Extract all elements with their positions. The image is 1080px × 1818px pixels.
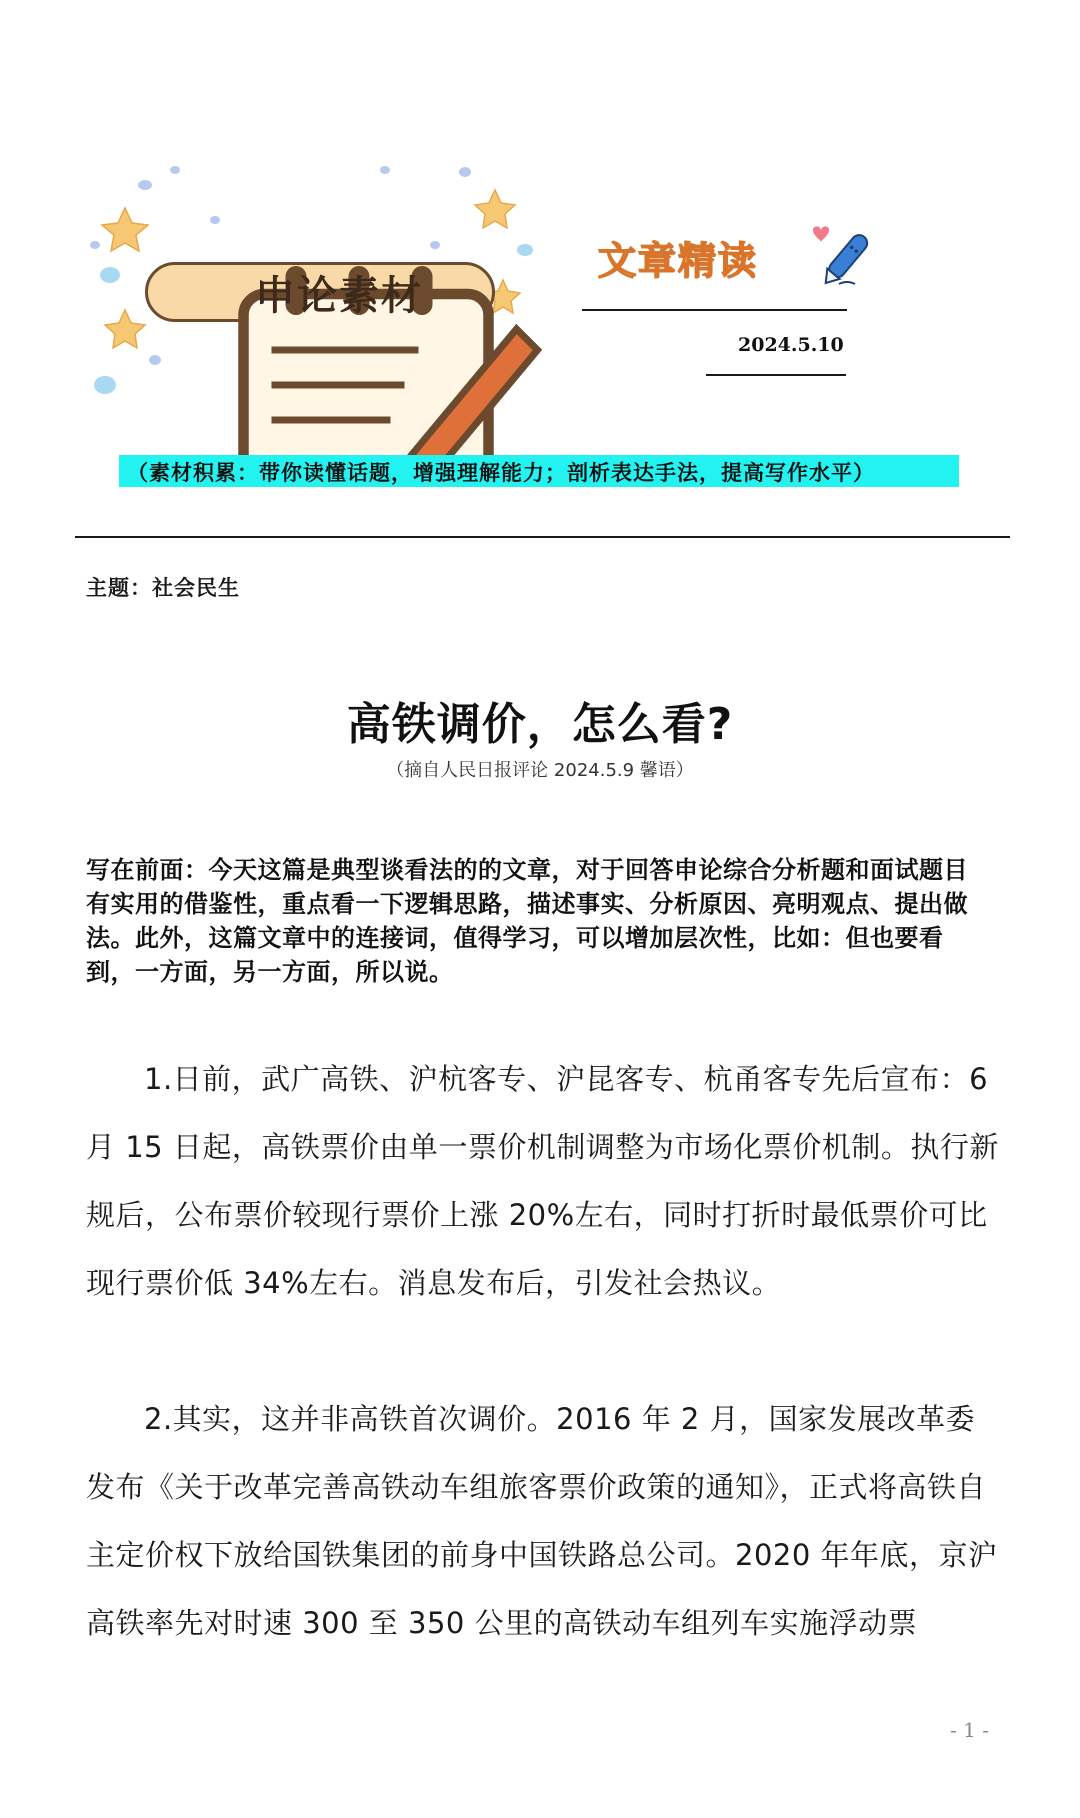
header-rule [582,309,847,311]
issue-date: 2024.5.10 [738,334,844,356]
banner-decoration [85,160,545,405]
article-source: （摘自人民日报评论 2024.5.9 馨语） [386,760,694,781]
banner-title: 申论素材 [255,273,423,319]
page-number: - 1 - [950,1718,989,1742]
highlight-text: （素材积累：带你读懂话题，增强理解能力；剖析表达手法，提高写作水平） [127,461,875,485]
article-preface: 写在前面：今天这篇是典型谈看法的的文章，对于回答申论综合分析题和面试题目有实用的借鉴性，重点看一下逻辑思路，描述事实、分析原因、亮明观点、提出做法。此外，这篇文章中的连接词，值得学习，可以增加层次性，比如：但也要看到，一方面，另一方面，所以说。 [86,856,968,986]
topic-label: 主题：社会民生 [86,576,240,600]
section-divider [75,536,1010,538]
article-title: 高铁调价，怎么看? [346,699,734,750]
article-paragraph: 1.日前，武广高铁、沪杭客专、沪昆客专、杭甬客专先后宣布：6 月 15 日起，高铁票价由单一票价机制调整为市场化票价机制。执行新规后，公布票价较现行票价上涨 20%左右，同时打折时最低票价可比现行票价低 34%左右。消息发布后，引发社会热议。 [86,1062,999,1300]
pen-heart-icon [805,222,875,292]
date-rule [706,374,846,376]
reading-title: 文章精读 [598,239,759,283]
article-paragraph: 2.其实，这并非高铁首次调价。2016 年 2 月，国家发展改革委发布《关于改革完善高铁动车组旅客票价政策的通知》，正式将高铁自主定价权下放给国铁集团的前身中国铁路总公司。2020 年年底，京沪高铁率先对时速 300 至 350 公里的高铁动车组列车实施浮动票 [86,1402,998,1640]
